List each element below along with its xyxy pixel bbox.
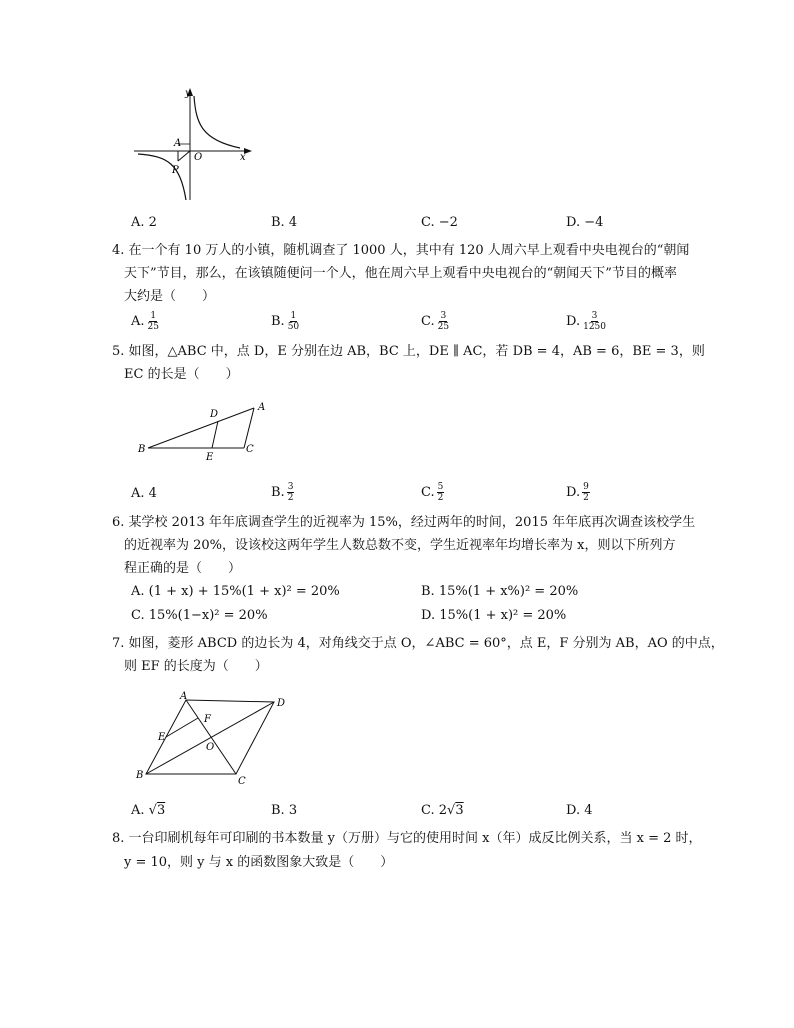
- q4-option-b[interactable]: B. $\frac{1}{50}$: [271, 311, 300, 332]
- q3-label-a: A: [174, 138, 182, 149]
- q3-label-o: O: [194, 152, 203, 163]
- q3-label-p: P: [172, 165, 179, 176]
- q7-text-line1: 7. 如图，菱形 ABCD 的边长为 4，对角线交于点 O，∠ABC = 60°，点 E，F 分别为 AB，AO 的中点，: [112, 636, 724, 651]
- q7-label-e: E: [158, 732, 166, 743]
- q7-label-b: B: [136, 770, 144, 781]
- q7-text-line2: 则 EF 的长度为（ ）: [124, 659, 268, 674]
- q3-figure: [128, 84, 258, 204]
- q4-text-line3: 大约是（ ）: [124, 289, 216, 304]
- q6-option-b[interactable]: B. 15%(1 + x%)² = 20%: [421, 584, 579, 599]
- q7-label-c: C: [238, 776, 246, 787]
- q7-label-o: O: [206, 742, 215, 753]
- q3-label-x: x: [240, 152, 246, 163]
- q6-option-c[interactable]: C. 15%(1−x)² = 20%: [131, 608, 268, 623]
- q7-option-a[interactable]: A. √3: [131, 803, 166, 818]
- q5-text-line1: 5. 如图，△ABC 中，点 D，E 分别在边 AB，BC 上，DE ∥ AC，若 DB = 4，AB = 6，BE = 3，则: [112, 344, 705, 359]
- q5-option-d[interactable]: D. $\frac{9}{2}$: [566, 482, 589, 503]
- q4-text-line2: 天下”节目，那么，在该镇随便问一个人，他在周六早上观看中央电视台的“朝闻天下”节目的概率: [124, 266, 677, 281]
- q6-option-d[interactable]: D. 15%(1 + x)² = 20%: [421, 608, 567, 623]
- q3-label-y: y: [185, 88, 191, 99]
- q5-option-c[interactable]: C. $\frac{5}{2}$: [421, 482, 444, 503]
- q8-text-line2: y = 10，则 y 与 x 的函数图象大致是（ ）: [124, 855, 394, 870]
- q4-option-d[interactable]: D. $\frac{3}{1250}$: [566, 311, 606, 332]
- q7-figure: [134, 688, 294, 788]
- q5-option-b[interactable]: B. $\frac{3}{2}$: [271, 482, 294, 503]
- q4-text-line1: 4. 在一个有 10 万人的小镇，随机调查了 1000 人，其中有 120 人周六早上观看中央电视台的“朝闻: [112, 243, 690, 258]
- q7-option-d[interactable]: D. 4: [566, 803, 593, 818]
- q7-option-c[interactable]: C. 2√3: [421, 803, 464, 818]
- q5-text-line2: EC 的长是（ ）: [124, 367, 239, 382]
- q3-option-c[interactable]: C. −2: [421, 215, 458, 230]
- q7-label-f: F: [204, 714, 211, 725]
- q4-option-c[interactable]: C. $\frac{3}{25}$: [421, 311, 450, 332]
- q7-label-d: D: [277, 698, 286, 709]
- q6-text-line3: 程正确的是（ ）: [124, 561, 242, 576]
- q3-option-a[interactable]: A. 2: [131, 215, 157, 230]
- q5-label-a: A: [258, 402, 266, 413]
- q5-label-c: C: [246, 444, 254, 455]
- q3-option-d[interactable]: D. −4: [566, 215, 604, 230]
- q5-option-a[interactable]: A. 4: [131, 486, 157, 501]
- q5-label-e: E: [206, 452, 214, 463]
- q4-option-a[interactable]: A. $\frac{1}{25}$: [131, 311, 159, 332]
- q6-text-line2: 的近视率为 20%，设该校这两年学生人数总数不变，学生近视率年均增长率为 x，则以下所列方: [124, 538, 676, 553]
- q8-text-line1: 8. 一台印刷机每年可印刷的书本数量 y（万册）与它的使用时间 x（年）成反比例关系，当 x = 2 时，: [112, 831, 702, 846]
- q5-label-d: D: [210, 409, 219, 420]
- q3-option-b[interactable]: B. 4: [271, 215, 298, 230]
- q7-option-b[interactable]: B. 3: [271, 803, 298, 818]
- q6-text-line1: 6. 某学校 2013 年年底调查学生的近视率为 15%，经过两年的时间，2015 年年底再次调查该校学生: [112, 515, 696, 530]
- q7-label-a: A: [180, 691, 188, 702]
- q5-figure: [136, 396, 276, 466]
- q6-option-a[interactable]: A. (1 + x) + 15%(1 + x)² = 20%: [131, 584, 340, 599]
- q5-label-b: B: [138, 444, 146, 455]
